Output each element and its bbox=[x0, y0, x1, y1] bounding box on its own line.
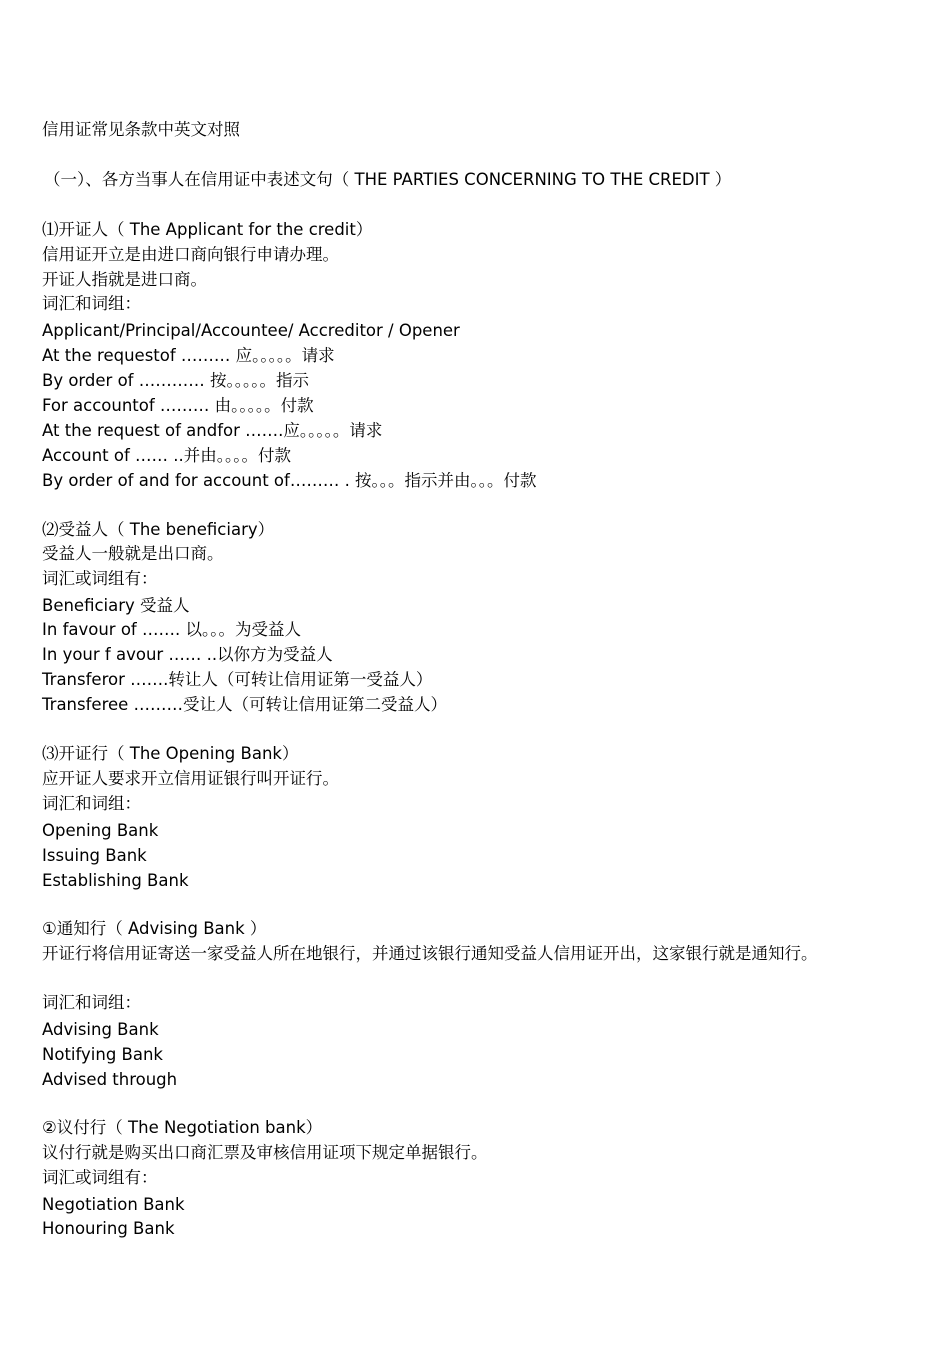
opening-bank-term: Issuing Bank bbox=[42, 846, 147, 865]
advising-bank-desc-1: 开证行将信用证寄送一家受益人所在地银行，并通过该银行通知受益人信用证开出，这家银行就是通知行。 bbox=[42, 944, 818, 963]
opening-bank-term: Establishing Bank bbox=[42, 871, 189, 890]
applicant-desc-2: 开证人指就是进口商。 bbox=[42, 270, 207, 289]
applicant-term: At the requestof ……… 应。。。。。请求 bbox=[42, 346, 335, 365]
applicant-heading: ⑴开证人（ The Applicant for the credit） bbox=[42, 220, 373, 239]
applicant-term: Applicant/Principal/Accountee/ Accreditor / Opener bbox=[42, 321, 460, 340]
advising-bank-term: Notifying Bank bbox=[42, 1045, 163, 1064]
applicant-desc-1: 信用证开立是由进口商向银行申请办理。 bbox=[42, 245, 339, 264]
applicant-term: By order of ………… 按。。。。。指示 bbox=[42, 371, 309, 390]
advising-bank-heading: ①通知行（ Advising Bank ） bbox=[42, 919, 267, 938]
negotiation-bank-desc-1: 议付行就是购买出口商汇票及审核信用证项下规定单据银行。 bbox=[42, 1143, 488, 1162]
applicant-term: At the request of andfor …….应。。。。。请求 bbox=[42, 421, 383, 440]
negotiation-bank-term: Honouring Bank bbox=[42, 1219, 175, 1238]
opening-bank-desc-1: 应开证人要求开立信用证银行叫开证行。 bbox=[42, 769, 339, 788]
applicant-vocab-label: 词汇和词组： bbox=[42, 294, 141, 313]
negotiation-bank-vocab-label: 词汇或词组有： bbox=[42, 1168, 158, 1187]
beneficiary-term: Transferee ………受让人（可转让信用证第二受益人） bbox=[42, 695, 448, 714]
advising-bank-term: Advising Bank bbox=[42, 1020, 159, 1039]
opening-bank-vocab-label: 词汇和词组： bbox=[42, 794, 141, 813]
opening-bank-term: Opening Bank bbox=[42, 821, 159, 840]
advising-bank-term: Advised through bbox=[42, 1070, 178, 1089]
negotiation-bank-term: Negotiation Bank bbox=[42, 1195, 185, 1214]
applicant-term: For accountof ……… 由。。。。。付款 bbox=[42, 396, 314, 415]
applicant-term: By order of and for account of……… . 按。。。指示并由。。。付款 bbox=[42, 471, 537, 490]
advising-bank-vocab-label: 词汇和词组： bbox=[42, 993, 141, 1012]
beneficiary-vocab-label: 词汇或词组有： bbox=[42, 569, 158, 588]
beneficiary-term: Beneficiary 受益人 bbox=[42, 596, 190, 615]
document-title: 信用证常见条款中英文对照 bbox=[42, 120, 240, 139]
beneficiary-term: In favour of ……. 以。。。为受益人 bbox=[42, 620, 301, 639]
opening-bank-heading: ⑶开证行（ The Opening Bank） bbox=[42, 744, 299, 763]
negotiation-bank-heading: ②议付行（ The Negotiation bank） bbox=[42, 1118, 323, 1137]
beneficiary-heading: ⑵受益人（ The beneficiary） bbox=[42, 520, 275, 539]
beneficiary-term: Transferor …….转让人（可转让信用证第一受益人） bbox=[42, 670, 433, 689]
section-heading: （一）、各方当事人在信用证中表述文句（ THE PARTIES CONCERNING TO THE CREDIT ） bbox=[44, 170, 732, 189]
applicant-term: Account of …… ..并由。。。。付款 bbox=[42, 446, 291, 465]
beneficiary-term: In your f avour …… ..以你方为受益人 bbox=[42, 645, 333, 664]
beneficiary-desc-1: 受益人一般就是出口商。 bbox=[42, 544, 224, 563]
